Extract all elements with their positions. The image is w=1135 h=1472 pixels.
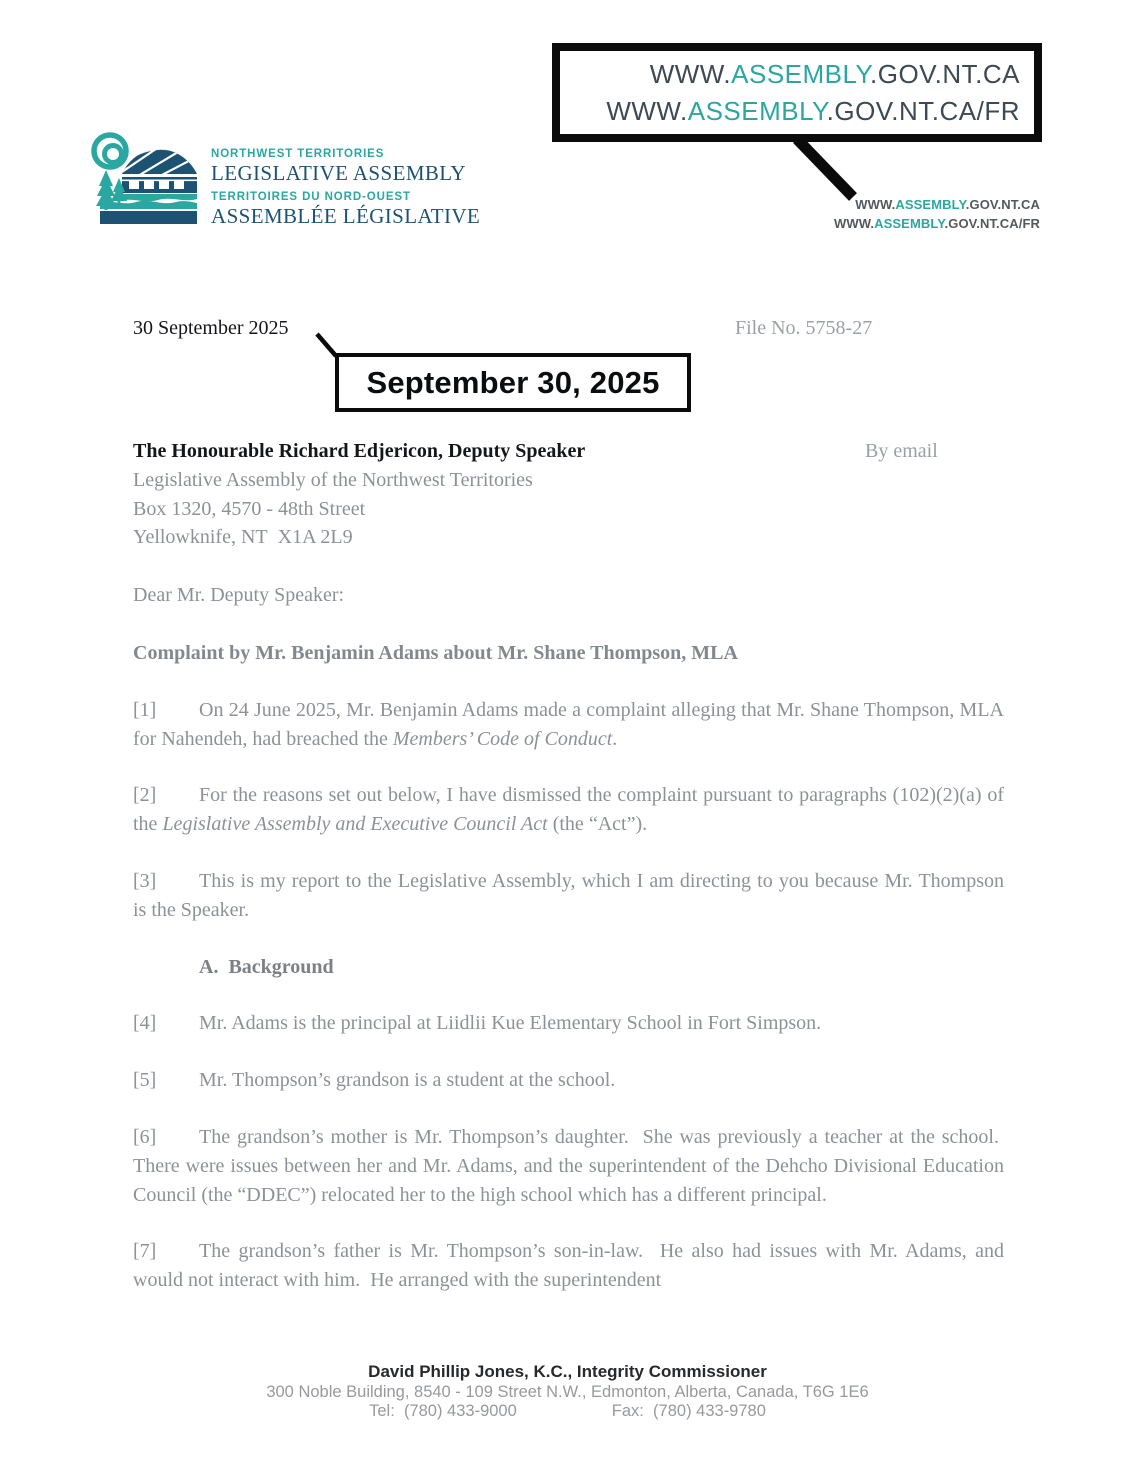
- base-bar-icon: [100, 211, 197, 224]
- paragraph-text: Mr. Thompson’s grandson is a student at the school.: [199, 1069, 616, 1092]
- file-number: File No. 5758-27: [735, 317, 873, 339]
- paragraph-1: [133, 696, 1004, 754]
- page-footer: [0, 1361, 1135, 1421]
- section-heading: A. Background: [199, 955, 334, 978]
- wordmark-assembly-fr: ASSEMBLÉE LÉGISLATIVE: [211, 204, 481, 228]
- paragraph-text: The grandson’s mother is Mr. Thompson’s daughter. She was previously a teacher at the school. There were issues between her and Mr. Adams, and the superintendent of the Dehcho Divisional Education Council (the “DDEC”) relocated her to the high school which has a different principal.: [133, 1125, 1004, 1206]
- paragraph-number: [4]: [133, 1012, 157, 1035]
- commissioner-name: David Phillip Jones, K.C., Integrity Commissioner: [368, 1362, 767, 1381]
- paragraph-2: [133, 781, 1004, 839]
- wordmark-assembly-en: LEGISLATIVE ASSEMBLY: [211, 161, 466, 185]
- paragraph-3: [133, 867, 1004, 925]
- subject-line: Complaint by Mr. Benjamin Adams about Mr. Shane Thompson, MLA: [133, 641, 738, 664]
- paragraph-number: [7]: [133, 1240, 157, 1263]
- document-date: 30 September 2025: [133, 317, 289, 339]
- letter-body: [133, 437, 1004, 1295]
- paragraph-text: The grandson’s father is Mr. Thompson’s son-in-law. He also had issues with Mr. Adams, and would not interact with him. He arranged with the superintendent: [133, 1240, 1004, 1292]
- url-callout-box: [552, 43, 1042, 142]
- paragraph-7: [133, 1237, 1004, 1295]
- paragraph-number: [5]: [133, 1069, 157, 1092]
- paragraph-text: On 24 June 2025, Mr. Benjamin Adams made a complaint alleging that Mr. Shane Thompson, MLA for Nahendeh, had breached the Members’ Code of Conduct.: [133, 698, 1004, 750]
- recipient-city: Yellowknife, NT X1A 2L9: [133, 526, 353, 549]
- assembly-building-logo-icon: [86, 130, 208, 230]
- wordmark-nwt-fr: TERRITOIRES DU NORD-OUEST: [211, 191, 411, 203]
- url-line-en: WWW.ASSEMBLY.GOV.NT.CA: [649, 59, 1020, 89]
- recipient-block: [133, 437, 1004, 552]
- paragraph-number: [1]: [133, 698, 157, 721]
- recipient-org: Legislative Assembly of the Northwest Territories: [133, 468, 533, 491]
- recipient-name: The Honourable Richard Edjericon, Deputy Speaker: [133, 440, 586, 462]
- paragraph-number: [2]: [133, 784, 157, 807]
- paragraph-text: For the reasons set out below, I have dismissed the complaint pursuant to paragraphs (102)(2)(a) of the Legislative Assembly and Executive Council Act (the “Act”).: [133, 784, 1004, 836]
- recipient-street: Box 1320, 4570 - 48th Street: [133, 497, 366, 520]
- paragraph-4: [133, 1009, 1004, 1038]
- water-wave-icon: [122, 194, 197, 201]
- paragraph-text: This is my report to the Legislative Assembly, which I am directing to you because Mr. Thompson is the Speaker.: [133, 869, 1004, 921]
- letterhead-url-en: WWW.ASSEMBLY.GOV.NT.CA: [855, 197, 1040, 212]
- paragraph-number: [3]: [133, 869, 157, 892]
- paragraph-6: [133, 1123, 1004, 1209]
- url-line-fr: WWW.ASSEMBLY.GOV.NT.CA/FR: [606, 96, 1020, 126]
- letterhead-url-fr: WWW.ASSEMBLY.GOV.NT.CA/FR: [834, 216, 1040, 231]
- commissioner-telfax: [0, 1402, 1135, 1421]
- telephone: Tel: (780) 433-9000: [369, 1402, 517, 1420]
- salutation: Dear Mr. Deputy Speaker:: [133, 584, 345, 607]
- fax: Fax: (780) 433-9780: [611, 1402, 766, 1420]
- letter-paragraphs: [133, 696, 1004, 1295]
- delivery-method: By email: [865, 440, 938, 462]
- assembly-wordmark: [211, 148, 480, 228]
- wordmark-nwt-en: NORTHWEST TERRITORIES: [211, 148, 385, 160]
- paragraph-number: [6]: [133, 1125, 157, 1148]
- url-callout-line: [797, 139, 853, 197]
- date-callout-line: [317, 334, 336, 356]
- letterhead-urls: [740, 195, 1040, 233]
- paragraph-text: Mr. Adams is the principal at Liidlii Kue Elementary School in Fort Simpson.: [199, 1012, 822, 1035]
- date-callout-box: September 30, 2025: [335, 353, 691, 412]
- paragraph-5: [133, 1066, 1004, 1095]
- commissioner-address: 300 Noble Building, 8540 - 109 Street N.W., Edmonton, Alberta, Canada, T6G 1E6: [266, 1383, 869, 1401]
